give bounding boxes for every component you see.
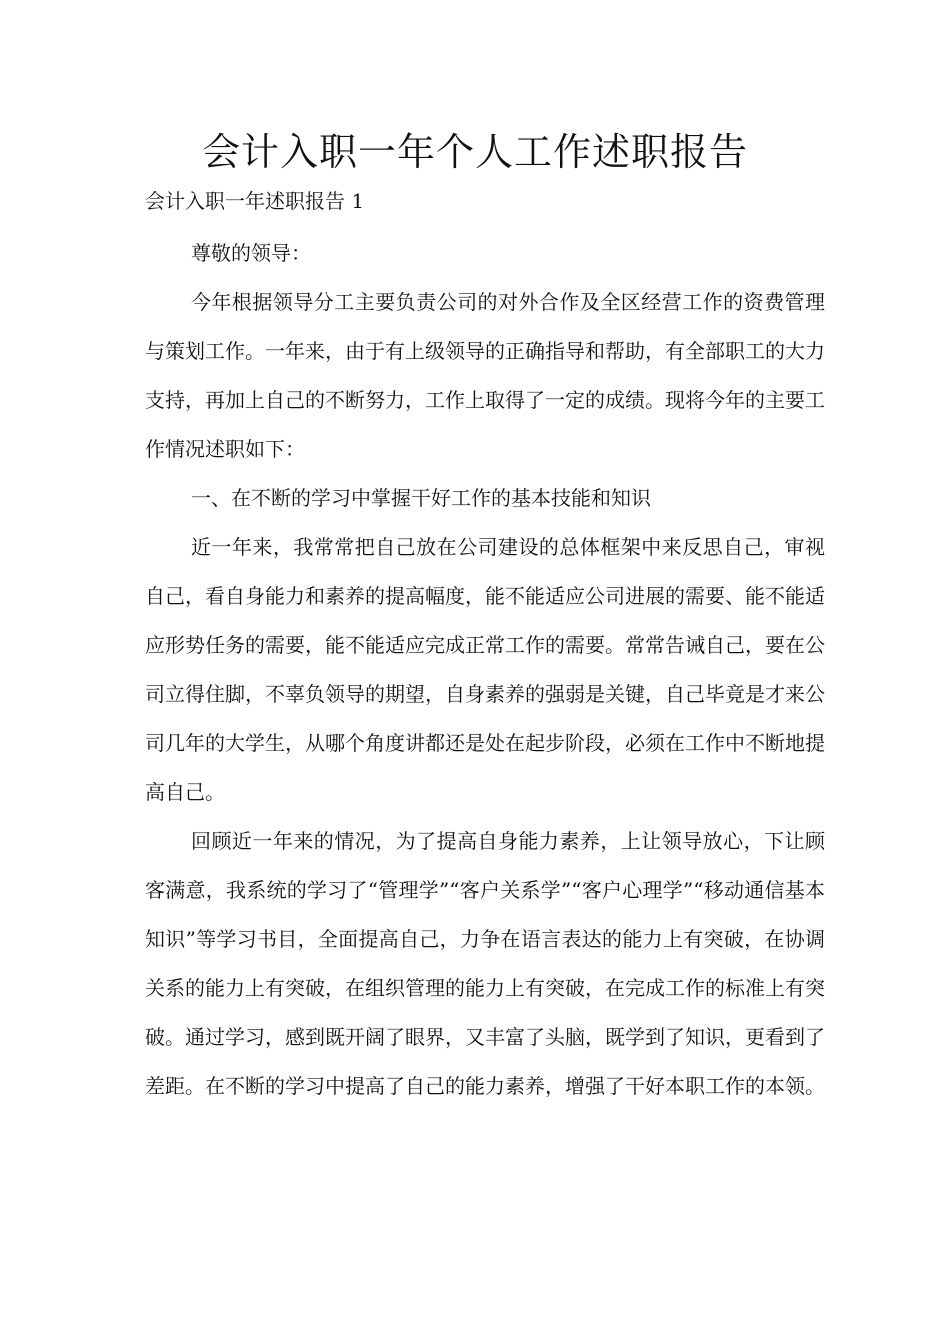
document-title: 会计入职一年个人工作述职报告 — [201, 130, 748, 174]
intro-paragraph: 今年根据领导分工主要负责公司的对外合作及全区经营工作的资费管理与策划工作。一年来，由于有上级领导的正确指导和帮助，有全部职工的大力支持，再加上自己的不断努力，工作上取得了一定的成绩。现将今年的主要工作情况述职如下： — [145, 290, 825, 461]
section-heading: 一、在不断的学习中掌握干好工作的基本技能和知识 — [191, 486, 651, 510]
body-paragraph: 回顾近一年来的情况，为了提高自身能力素养，上让领导放心，下让顾客满意，我系统的学习了“管理学”“客户关系学”“客户心理学”“移动通信基本知识”等学习书目，全面提高自己，力争在语言表达的能力上有突破，在协调关系的能力上有突破，在组织管理的能力上有突破，在完成工作的标准上有突破。通过学习，感到既开阔了眼界，又丰富了头脑，既学到了知识，更看到了差距。在不断的学习中提高了自己的能力素养，增强了干好本职工作的本领。 — [145, 829, 825, 1098]
document-body — [145, 229, 825, 1111]
document-subtitle: 会计入职一年述职报告 1 — [145, 189, 365, 213]
salutation-paragraph: 尊敬的领导： — [191, 241, 311, 265]
body-paragraph: 近一年来，我常常把自己放在公司建设的总体框架中来反思自己，审视自己，看自身能力和素养的提高幅度，能不能适应公司进展的需要、能不能适应形势任务的需要，能不能适应完成正常工作的需要。常常告诫自己，要在公司立得住脚，不辜负领导的期望，自身素养的强弱是关键，自己毕竟是才来公司几年的大学生，从哪个角度讲都还是处在起步阶段，必须在工作中不断地提高自己。 — [145, 535, 825, 804]
